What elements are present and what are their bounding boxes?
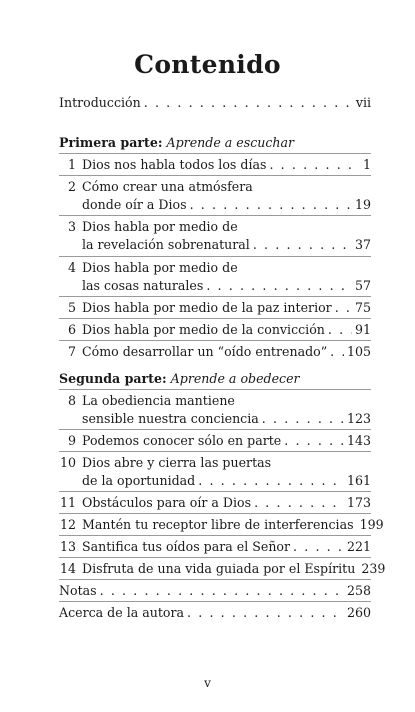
toc-entry-1 [59,155,371,175]
part-subtitle: Aprende a escuchar [166,135,295,150]
entry-label: las cosas naturales [82,278,204,293]
dot-leader [206,276,352,296]
dot-leader [144,93,353,113]
entry-label-line1: Dios habla por medio de [82,260,238,275]
entry-label: Mantén tu receptor libre de interferencias [82,517,354,532]
chapter-number: 1 [67,157,76,172]
chapter-number: 13 [59,539,76,554]
dot-leader [293,537,344,557]
entry-label: Santifica tus oídos para el Señor [82,539,291,554]
chapter-number: 4 [67,260,76,275]
entry-label-line1: Cómo crear una atmósfera [82,179,253,194]
page-number: 143 [346,433,371,448]
page-number: 123 [346,411,371,426]
entry-label: Obstáculos para oír a Dios [82,495,252,510]
entry-label: de la oportunidad [82,473,196,488]
chapter-number: 9 [67,433,76,448]
part-label: Segunda parte: [59,371,167,386]
chapter-number: 10 [59,455,76,470]
toc-entry-notes [59,581,371,601]
divider [59,296,371,297]
divider [59,318,371,319]
divider [59,340,371,341]
page-number: 57 [354,278,371,293]
toc-entry-2 [59,177,371,197]
dot-leader [190,195,352,215]
dot-leader [198,471,344,491]
toc-entry-about [59,603,371,623]
toc-entry-4-cont [59,276,371,296]
entry-label-line1: La obediencia mantiene [82,393,235,408]
dot-leader [284,431,344,451]
toc-entry-12 [59,515,384,535]
chapter-number: 2 [67,179,76,194]
toc-entry-3 [59,217,371,237]
toc-entry-13 [59,537,371,557]
dot-leader [269,155,360,175]
entry-label: Introducción [59,95,141,110]
page-number: 221 [346,539,371,554]
entry-label: Dios habla por medio de la convicción [82,322,325,337]
toc-entry-6 [59,320,371,340]
page-number: 91 [354,322,371,337]
entry-label: Cómo desarrollar un “oído entrenado” [82,344,328,359]
page-number: 199 [359,517,384,532]
divider [59,535,371,536]
toc-entry-9 [59,431,371,451]
entry-label-line1: Dios habla por medio de [82,219,238,234]
divider [59,579,371,580]
toc-entry-3-cont [59,235,371,255]
toc-entry-10-cont [59,471,371,491]
part-subtitle: Aprende a obedecer [170,371,300,386]
toc-entry-8-cont [59,409,371,429]
entry-label: la revelación sobrenatural [82,237,250,252]
chapter-number: 7 [67,344,76,359]
page-number: 239 [361,561,386,576]
entry-label: sensible nuestra conciencia [82,411,259,426]
divider [59,175,371,176]
toc-entry-7 [59,342,371,362]
dot-leader [330,342,344,362]
toc-entry-4 [59,258,371,278]
entry-label: Dios nos habla todos los días [82,157,267,172]
chapter-number: 12 [59,517,76,532]
entry-label: Dios habla por medio de la paz interior [82,300,332,315]
divider [59,153,371,154]
divider [59,601,371,602]
entry-label: Acerca de la autora [59,605,185,620]
entry-label: Disfruta de una vida guiada por el Espíritu [82,561,356,576]
page-number: vii [355,95,371,110]
page-number: 75 [354,300,371,315]
page-number: 1 [362,157,371,172]
divider [59,491,371,492]
dot-leader [262,409,344,429]
page-number: 161 [346,473,371,488]
divider [59,557,371,558]
chapter-number: 5 [67,300,76,315]
entry-label: Podemos conocer sólo en parte [82,433,282,448]
toc-entry-14 [59,559,386,579]
page-title: Contenido [134,50,281,79]
toc-entry-8 [59,391,371,411]
entry-label: Notas [59,583,97,598]
dot-leader [100,581,344,601]
dot-leader [328,320,352,340]
page-number: 173 [346,495,371,510]
page-number: 105 [346,344,371,359]
part-heading-1 [59,133,294,153]
chapter-number: 6 [67,322,76,337]
chapter-number: 11 [59,495,76,510]
page-number: 258 [346,583,371,598]
divider [59,389,371,390]
entry-label-line1: Dios abre y cierra las puertas [82,455,272,470]
part-label: Primera parte: [59,135,163,150]
page-number: 19 [354,197,371,212]
divider [59,429,371,430]
toc-entry-2-cont [59,195,371,215]
toc-entry-5 [59,298,371,318]
toc-entry-11 [59,493,371,513]
page-number: 37 [354,237,371,252]
divider [59,513,371,514]
dot-leader [254,493,344,513]
part-heading-2 [59,369,300,389]
toc-entry-10 [59,453,371,473]
dot-leader [253,235,352,255]
dot-leader [187,603,344,623]
divider [59,256,371,257]
toc-entry-intro [59,93,371,113]
entry-label: donde oír a Dios [82,197,187,212]
page-folio: v [204,676,211,690]
divider [59,451,371,452]
dot-leader [335,298,352,318]
page-number: 260 [346,605,371,620]
divider [59,215,371,216]
chapter-number: 3 [67,219,76,234]
chapter-number: 14 [59,561,76,576]
chapter-number: 8 [67,393,76,408]
